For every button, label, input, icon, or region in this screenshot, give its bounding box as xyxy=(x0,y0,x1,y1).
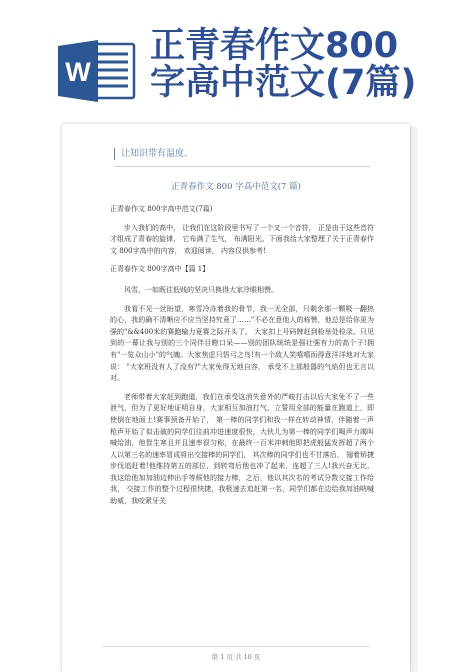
divider xyxy=(114,166,370,167)
document-body xyxy=(110,204,374,515)
header-banner xyxy=(0,0,474,120)
paragraph: 我看不见一丝盼望，寒雪冷冻着我的骨节，我一无全部，只剩余那一颗吸一翻热的心，我的确不清晰应不应当坚持究竟了……"不必在意他人的称赞，他总是给你更为强的"&&400米的赛跑输力竟赛之际开头了。 大家扣上号码牌赶到检举处检录。只见到的一幕让我与别的三个同伴目瞪口呆——别的团队统统是强壮强有力的高个子!拥有"一览众山小"的气魄。大家焦虑只悟弓之鸟!有一个敌人笑嘻嘻而得意洋洋地对大家说： "大家班没有人了没有?"大家免得无地自容， 承受不上那般嚣的气焰但也无言以对。 xyxy=(110,304,374,383)
paragraph: 正青春作文 800字高中【篇 1】 xyxy=(110,265,210,274)
page-number: 第 1 页 共 10 页 xyxy=(211,653,261,661)
paragraph: 风雪，一如既往低贱的坚决只换得大家冷眼相赞。 xyxy=(124,285,278,294)
paragraph: 正青春作文 800字高中范文(7篇) xyxy=(110,205,213,213)
page-tagline: 让知识带有温度。 xyxy=(114,148,193,160)
title-line-1: 正青春作文800 xyxy=(150,26,399,66)
document-page xyxy=(62,124,410,672)
paragraph: 步入我们的高中， 让我们在这阶段里书写了一个又一个音符， 正是由于这些音符才组成了青春的旋律， 它布满了生气， 布满阳光。下面我给大家整理了关于正青春作文 800字高中的内容， 欢迎阅读， 内容仅供参考! xyxy=(110,223,374,255)
word-logo-letter: W xyxy=(65,57,91,87)
word-document-icon xyxy=(58,40,136,102)
document-title xyxy=(150,28,470,102)
footer-divider xyxy=(102,646,370,647)
title-line-2: 字高中范文(7篇) xyxy=(150,63,417,103)
page-heading: 正青春作文 800 字高中范文(7 篇) xyxy=(171,182,301,192)
paragraph: 老师带着大家赶到跑道，我们在承受这消失意外的严峻打击以后大家免不了一些泄气，但为了更好地证明自身，大家相互加油打气，立誓用全部的能量在跑道上，即使倒在地面上!赛事预备开始了， 第一棒的同学们和我一样在转动神情，伴随着一声枪声开始了似击破的同学们往前冲进速度很快，大伙儿为第一棒的同学们喝声力竭叫喊给油，他智生寒且并且速率很匀称，在最终一百米冲刺他即把虎般猛发挥超了两个人以第三名的速率冒成将出交接棒的同学们， 其次棒的同学们也不甘落后， 翅着矫捷步伐追赶着!他维持第五的部位，到转弯后他也冲了起来，连超了三人!我兴奋无比，我这给他加加油边伸出手等候他的接力棒，之后，他以其次名的考试分数交接工作给我， 交接工作的整个过程很快捷，我极速去追赶第一名，同学们都在边给我加油呐喊助威，我咬紧牙关 xyxy=(110,392,374,506)
